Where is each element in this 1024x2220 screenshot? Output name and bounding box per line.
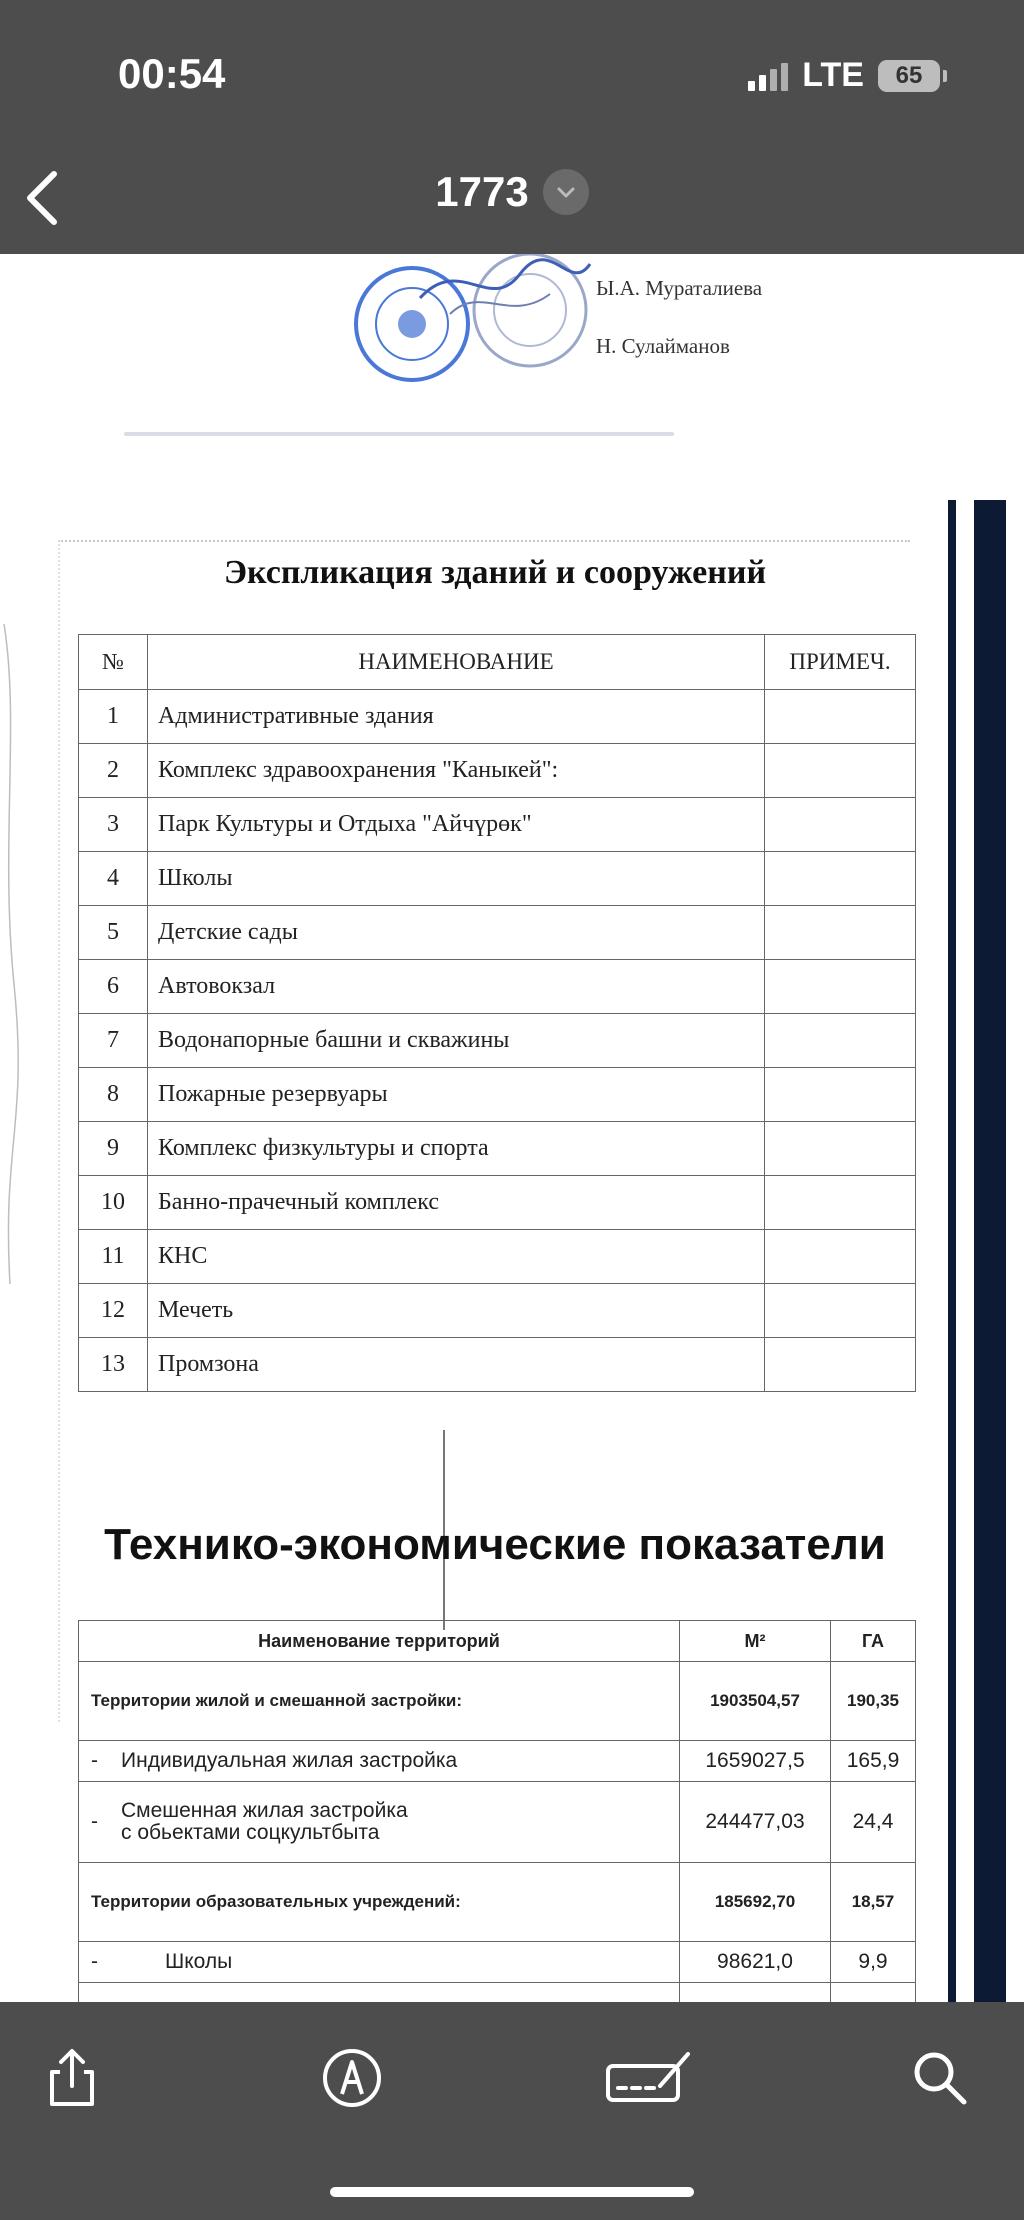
row-m2: 98621,0 [680,1942,831,1983]
row-number: 11 [79,1230,148,1284]
chevron-down-icon [543,169,589,215]
row-number: 9 [79,1122,148,1176]
row-name: Мечеть [148,1284,765,1338]
document-title: 1773 [435,168,529,215]
signature-button[interactable] [604,2046,694,2110]
row-name-cell [79,1741,680,1782]
row-number: 2 [79,744,148,798]
table-row [79,906,916,960]
table-row [79,1068,916,1122]
indicators-title: Технико-экономические показатели [104,1520,886,1569]
row-name: Комплекс физкультуры и спорта [148,1122,765,1176]
row-name: Водонапорные башни и скважины [148,1014,765,1068]
row-note [765,1230,916,1284]
row-name-cell [79,1942,680,1983]
row-number: 1 [79,690,148,744]
row-ga: 24,4 [831,1782,916,1863]
table-row [79,1176,916,1230]
column-header: НАИМЕНОВАНИЕ [148,635,765,690]
document-page[interactable] [0,254,1024,2002]
table-row [79,798,916,852]
column-header: М² [680,1621,831,1662]
table-row [79,1942,916,1983]
row-note [765,852,916,906]
top-bar [0,0,1024,254]
row-number: 4 [79,852,148,906]
table-row [79,1863,916,1942]
status-time: 00:54 [118,50,226,97]
row-m2: 244477,03 [680,1782,831,1863]
row-note [765,744,916,798]
row-note [765,1122,916,1176]
table-row [79,1230,916,1284]
row-ga: 18,57 [831,1863,916,1942]
home-indicator[interactable] [330,2187,694,2197]
row-note [765,690,916,744]
row-number: 10 [79,1176,148,1230]
row-ga: 9,9 [831,1942,916,1983]
row-name: Комплекс здравоохранения "Каныкей": [148,744,765,798]
share-icon [42,2046,102,2110]
indicators-table [78,1620,916,2002]
row-name: Индивидуальная жилая застройка [121,1749,458,1772]
row-name: Школы [148,852,765,906]
table-row [79,1983,916,2003]
row-number: 13 [79,1338,148,1392]
row-m2: 185692,70 [680,1863,831,1942]
signer-name: Ы.А. Мураталиева [596,276,763,300]
column-header: ГА [831,1621,916,1662]
border-bar [948,500,956,2002]
row-name: Парк Культуры и Отдыха "Айчүрөк" [148,798,765,852]
row-dash: - [91,1950,98,1973]
row-number: 12 [79,1284,148,1338]
row-name: Школы [165,1950,233,1973]
explication-title: Экспликация зданий и сооружений [223,554,767,591]
border-bar [974,500,1006,2002]
drawing-border-bars [944,500,1024,2002]
table-header-row [79,635,916,690]
row-name: Административные здания [148,690,765,744]
table-row [79,1122,916,1176]
search-icon [910,2048,970,2108]
status-indicators [748,56,940,95]
table-row [79,1014,916,1068]
row-name-line: Смешенная жилая застройка [121,1798,408,1822]
markup-button[interactable] [320,2046,384,2110]
row-name: Банно-прачечный комплекс [148,1176,765,1230]
row-number: 6 [79,960,148,1014]
network-type: LTE [802,56,864,94]
row-note [765,798,916,852]
column-header: Наименование территорий [79,1621,680,1662]
table-row [79,852,916,906]
share-button[interactable] [40,2046,104,2110]
row-note [765,1068,916,1122]
table-row [79,1284,916,1338]
row-dash: - [91,1749,98,1772]
table-header-row [79,1621,916,1662]
table-row [79,1782,916,1863]
battery-icon: 65 [878,60,940,92]
row-note [765,1284,916,1338]
search-button[interactable] [908,2046,972,2110]
row-name-cell [79,1782,680,1863]
row-number: 5 [79,906,148,960]
row-ga: 165,9 [831,1741,916,1782]
row-number: 3 [79,798,148,852]
document-title-menu[interactable] [0,168,1024,216]
table-row [79,1662,916,1741]
row-m2 [680,1983,831,2003]
row-name-line: с обьектами соцкультбыта [121,1821,380,1844]
row-name: Промзона [148,1338,765,1392]
row-name: КНС [148,1230,765,1284]
row-m2: 1903504,57 [680,1662,831,1741]
row-name: Территории образовательных учреждений: [79,1863,680,1942]
row-name-wrap [91,1800,667,1844]
bottom-toolbar [0,2002,1024,2220]
explication-table [78,634,916,1392]
row-note [765,906,916,960]
table-row [79,744,916,798]
row-name [121,1800,408,1844]
markup-pen-icon [320,2046,384,2110]
stamp-seal-icon [350,254,600,394]
row-ga: 190,35 [831,1662,916,1741]
signature-icon [604,2046,694,2110]
row-m2: 1659027,5 [680,1741,831,1782]
row-note [765,1014,916,1068]
row-number: 7 [79,1014,148,1068]
row-dash: - [91,1810,98,1833]
column-header: ПРИМЕЧ. [765,635,916,690]
table-row [79,960,916,1014]
row-note [765,1176,916,1230]
signal-strength-icon [748,61,788,91]
margin-sketch [0,584,30,1784]
row-note [765,1338,916,1392]
signer-name: Н. Сулайманов [596,334,730,358]
row-name: Территории жилой и смешанной застройки: [79,1662,680,1741]
row-name: Пожарные резервуары [148,1068,765,1122]
table-row [79,1741,916,1782]
row-name: Детские сады [148,906,765,960]
table-row [79,1338,916,1392]
row-note [765,960,916,1014]
table-row [79,690,916,744]
column-header: № [79,635,148,690]
row-ga [831,1983,916,2003]
separator-line [124,432,674,436]
row-name-cell [79,1983,680,2003]
row-name: Автовокзал [148,960,765,1014]
row-number: 8 [79,1068,148,1122]
